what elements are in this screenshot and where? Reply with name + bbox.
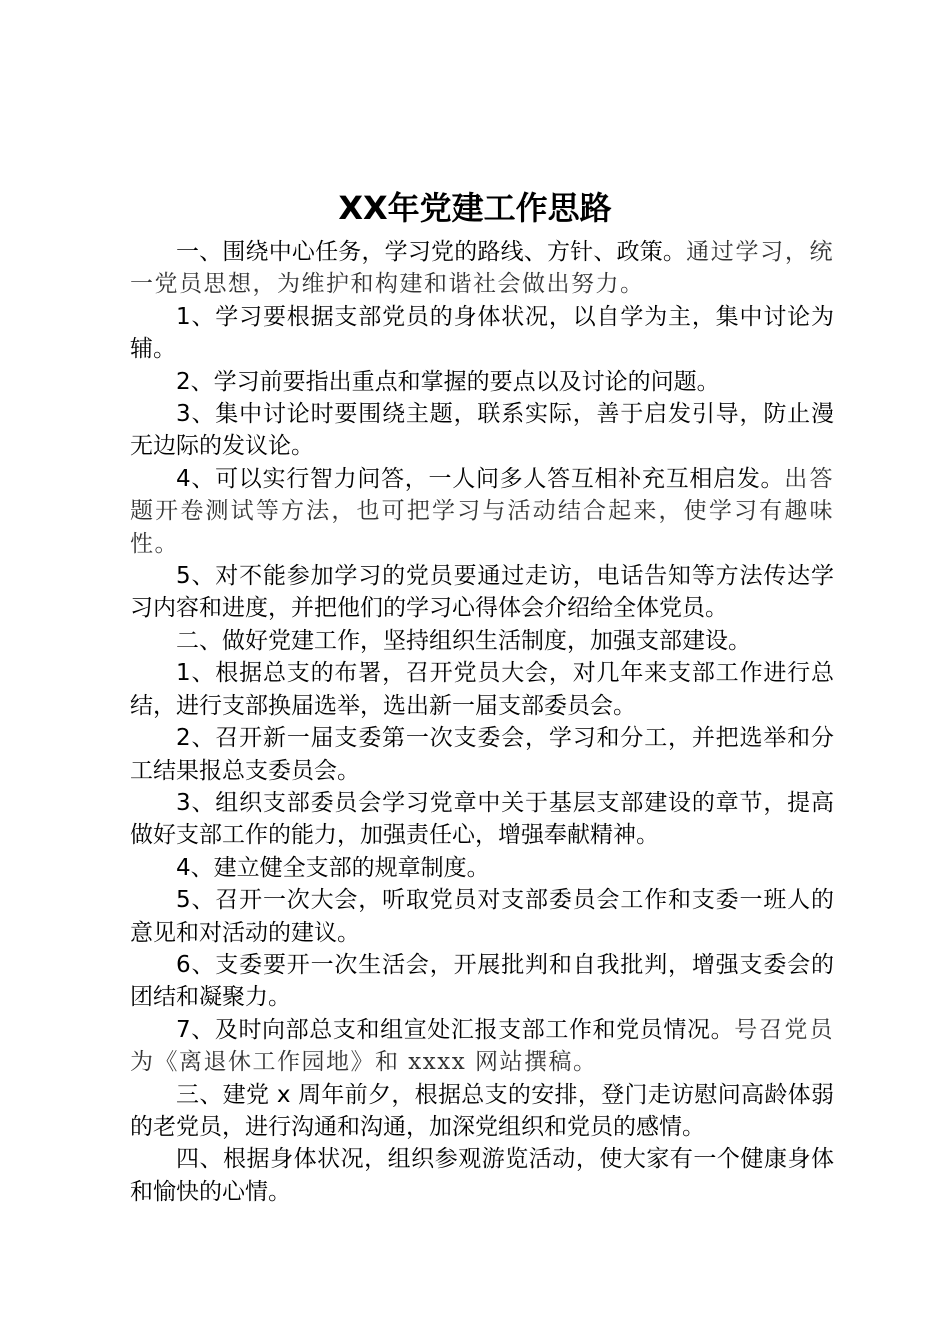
paragraph-2 (130, 301, 834, 366)
paragraph-text: 2、召开新一届支委第一次支委会，学习和分工，并把选举和分工结果报总支委员会。 (130, 725, 834, 784)
paragraph-note: 通过学习，统一党员思想，为维护和构建和谐社会做出努力。 (130, 239, 835, 298)
paragraph-note: 出答题开卷测试等方法，也可把学习与活动结合起来，使学习有趣味性。 (130, 465, 834, 557)
paragraph-3 (130, 366, 834, 398)
paragraph-4 (130, 398, 834, 463)
paragraph-text: 1、学习要根据支部党员的身体状况，以自学为主，集中讨论为辅。 (130, 303, 834, 363)
paragraph-11 (130, 852, 834, 884)
document-body (130, 236, 834, 1208)
paragraph-9 (130, 722, 834, 787)
paragraph-text: 3、集中讨论时要围绕主题，联系实际，善于启发引导，防止漫无边际的发议论。 (130, 401, 834, 460)
paragraph-5 (130, 463, 834, 560)
paragraph-text: 2、学习前要指出重点和掌握的要点以及讨论的问题。 (176, 368, 720, 395)
paragraph-14 (130, 1014, 834, 1079)
paragraph-1 (130, 236, 834, 301)
paragraph-text: 一、围绕中心任务，学习党的路线、方针、政策。 (176, 239, 687, 265)
paragraph-text: 二、做好党建工作，坚持组织生活制度，加强支部建设。 (176, 627, 751, 654)
paragraph-7 (130, 625, 834, 657)
document-title: XX年党建工作思路 (338, 189, 612, 227)
paragraph-8 (130, 657, 834, 722)
paragraph-text: 7、及时向部总支和组宣处汇报支部工作和党员情况。 (176, 1016, 735, 1043)
paragraph-text: 4、建立健全支部的规章制度。 (176, 854, 490, 881)
paragraph-16 (130, 1143, 834, 1208)
paragraph-note: 号召党员为《离退休工作园地》和 xxxx 网站撰稿。 (130, 1016, 835, 1076)
paragraph-text: 3、组织支部委员会学习党章中关于基层支部建设的章节，提高做好支部工作的能力，加强责任心，增强奉献精神。 (130, 789, 834, 849)
paragraph-text: 5、召开一次大会，听取党员对支部委员会工作和支委一班人的意见和对活动的建议。 (130, 887, 834, 946)
paragraph-text: 5、对不能参加学习的党员要通过走访，电话告知等方法传达学习内容和进度，并把他们的学习心得体会介绍给全体党员。 (130, 563, 834, 622)
paragraph-12 (130, 884, 834, 949)
paragraph-text: 四、根据身体状况，组织参观游览活动，使大家有一个健康身体和愉快的心情。 (130, 1146, 834, 1205)
paragraph-13 (130, 949, 834, 1014)
paragraph-6 (130, 560, 834, 625)
paragraph-15 (130, 1079, 834, 1144)
paragraph-text: 6、支委要开一次生活会，开展批判和自我批判，增强支委会的团结和凝聚力。 (130, 951, 834, 1011)
paragraph-text: 三、建党 x 周年前夕，根据总支的安排，登门走访慰问高龄体弱的老党员，进行沟通和沟通，加深党组织和党员的感情。 (130, 1081, 834, 1140)
paragraph-10 (130, 787, 834, 852)
paragraph-text: 1、根据总支的布署，召开党员大会，对几年来支部工作进行总结，进行支部换届选举，选出新一届支部委员会。 (130, 660, 834, 719)
paragraph-text: 4、可以实行智力问答，一人问多人答互相补充互相启发。 (176, 465, 785, 492)
